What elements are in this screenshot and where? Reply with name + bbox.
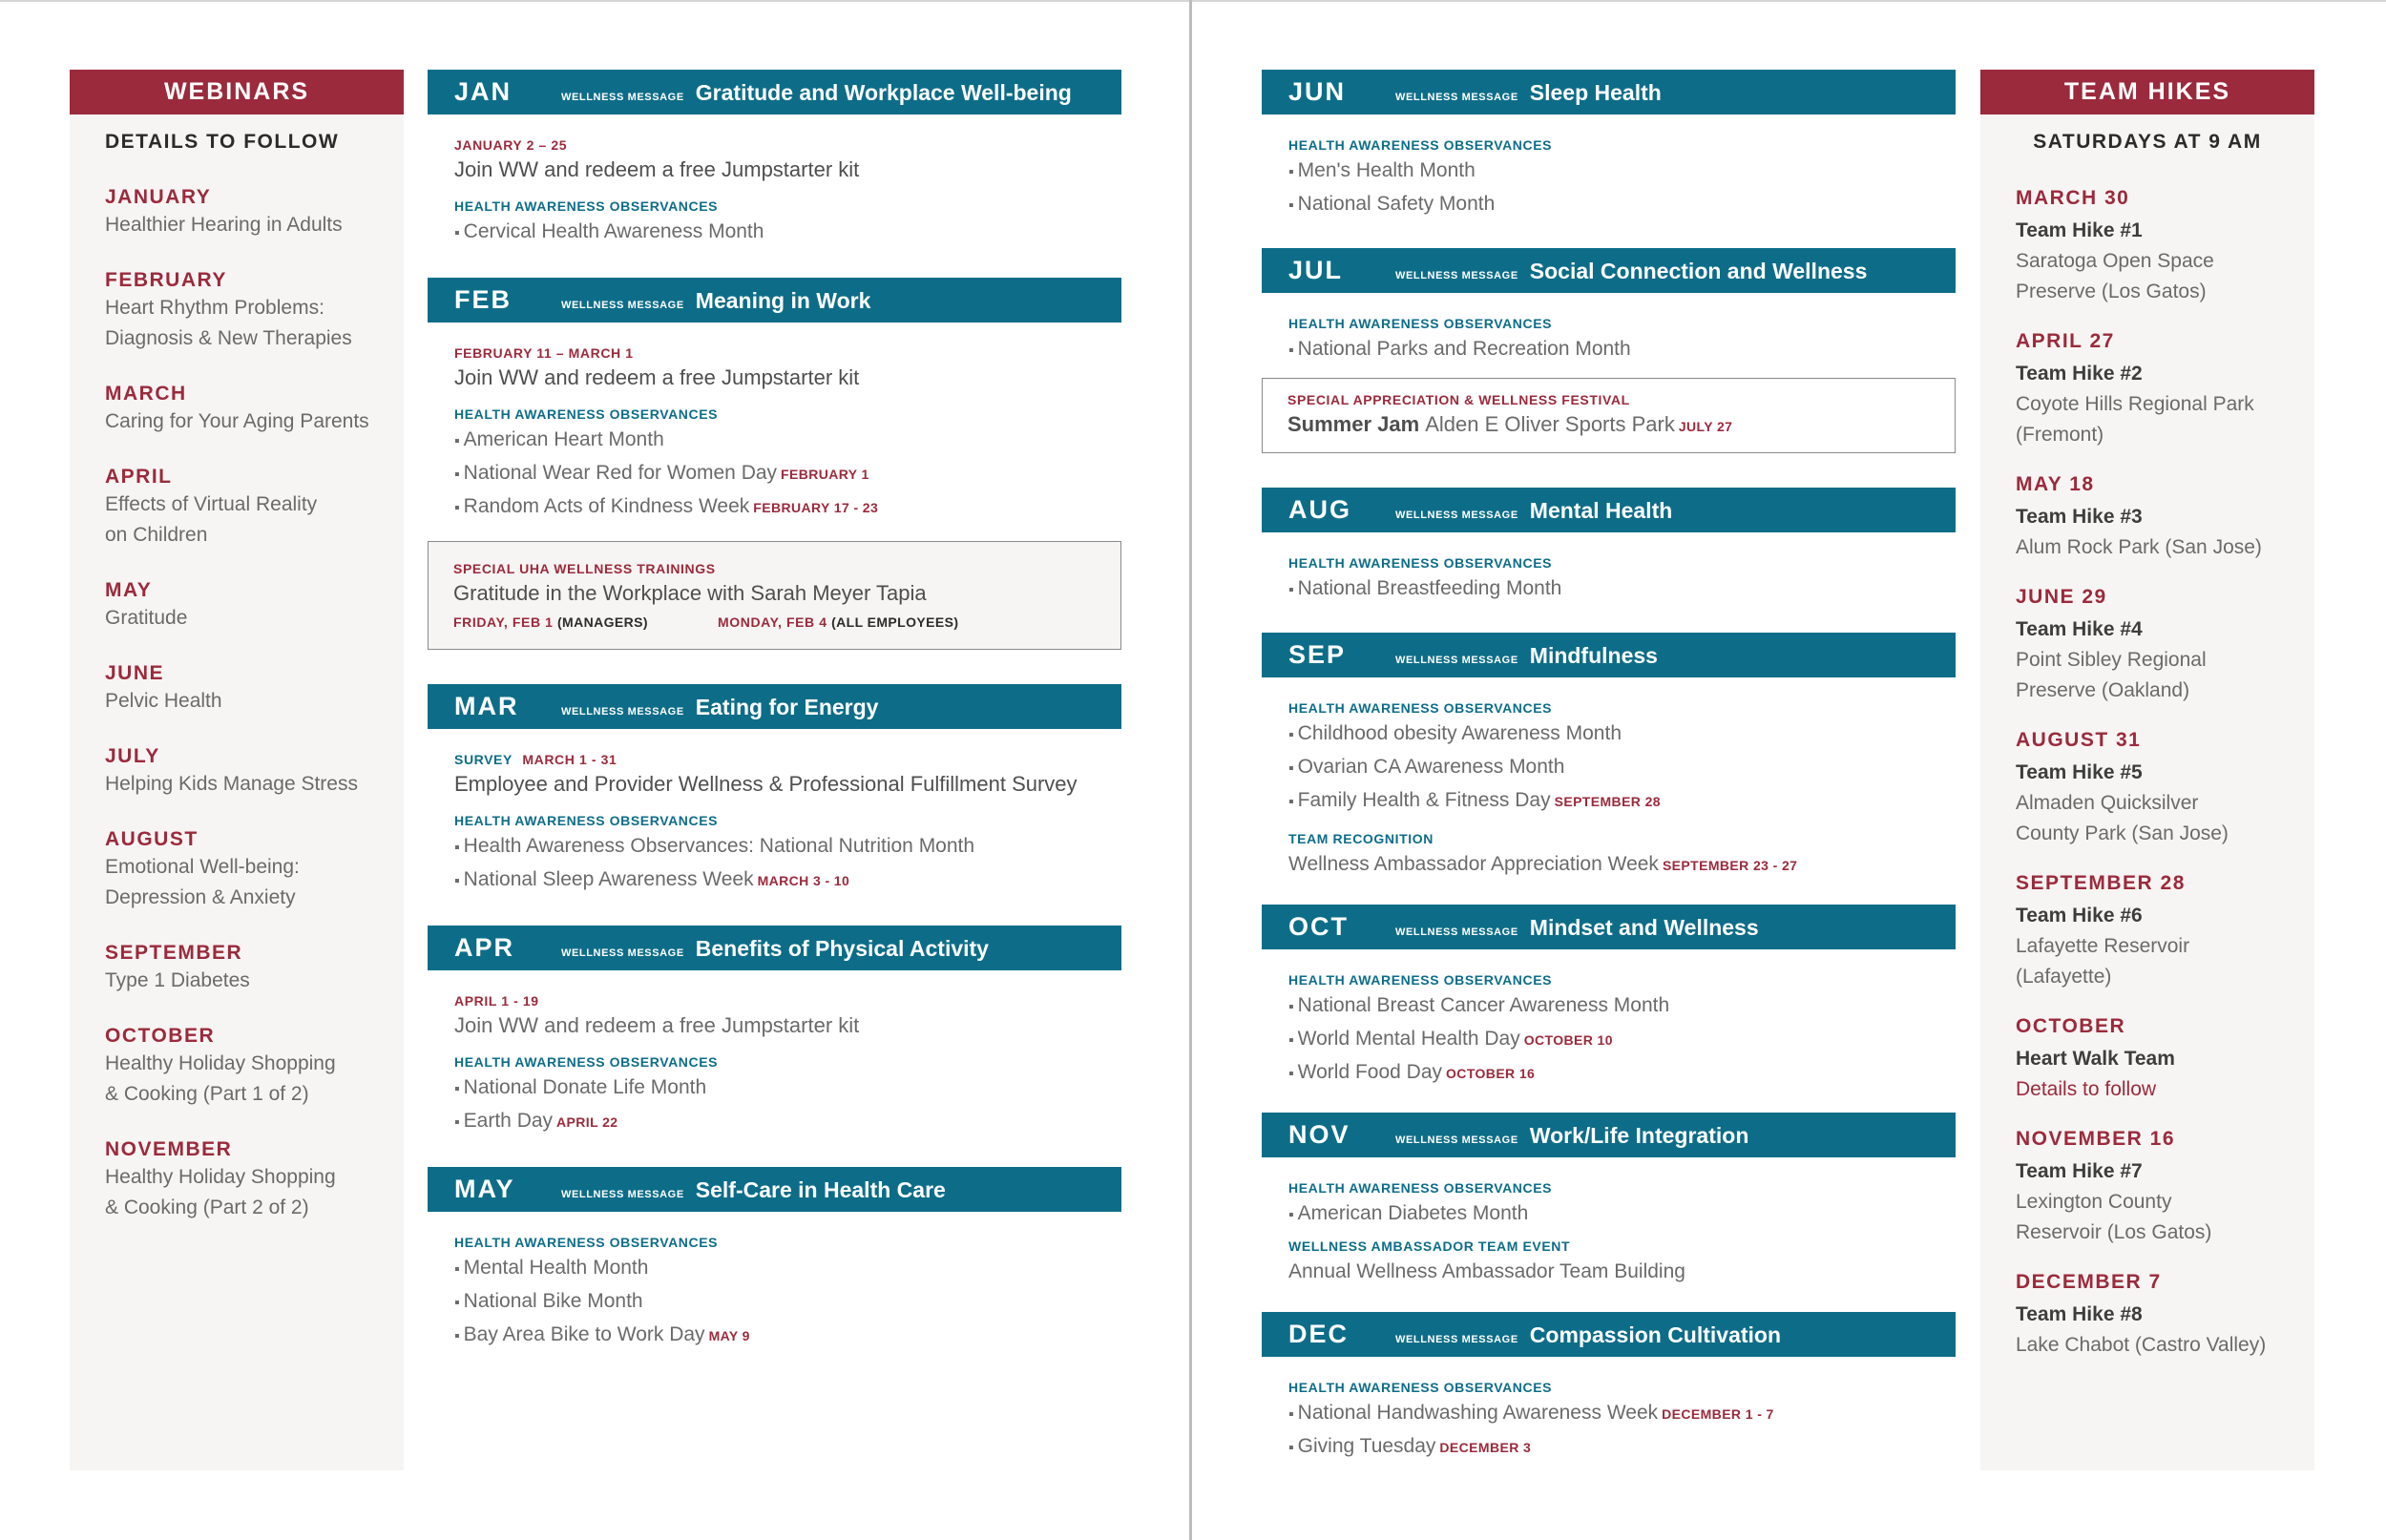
bullet-square-icon: ▪ [454,1081,460,1097]
observance-item [1288,1430,1956,1464]
observances-list [454,1252,1121,1352]
program-text: Join WW and redeem a free Jumpstarter kit [454,157,860,181]
observance-item [454,830,1121,864]
observance-item [454,1252,1121,1285]
webinar-topic: Healthy Holiday Shopping & Cooking (Part 1 of 2) [105,1052,336,1105]
team-event-text: Annual Wellness Ambassador Team Building [1288,1260,1685,1282]
observance-date: DECEMBER 3 [1439,1440,1532,1455]
top-rule [0,0,2386,2]
wellness-message-title: Compassion Cultivation [1529,1322,1782,1347]
hike-date: APRIL 27 [2016,330,2115,352]
observance-date: MARCH 3 - 10 [757,873,850,888]
bullet-square-icon: ▪ [454,225,460,241]
webinars-header: WEBINARS [70,70,404,114]
observances-list [1288,1197,1956,1231]
trainings-text: Gratitude in the Workplace with Sarah Meyer Tapia [453,581,927,605]
bullet-square-icon: ▪ [454,467,460,483]
month-sep [1262,633,1956,882]
hike-title: Team Hike #3 [2016,506,2143,528]
trainings-box [428,541,1121,650]
observance-text: National Breast Cancer Awareness Month [1297,994,1670,1016]
webinar-item [105,941,385,996]
hike-item [2016,329,2295,450]
webinar-topic: Helping Kids Manage Stress [105,773,358,795]
month-bar [1262,633,1956,677]
observance-text: National Donate Life Month [463,1076,707,1098]
training-audience-1: (MANAGERS) [556,614,648,630]
observance-date: SEPTEMBER 28 [1554,794,1661,809]
webinars-subheader: DETAILS TO FOLLOW [105,131,340,153]
bullet-square-icon: ▪ [1288,1207,1294,1223]
bullet-square-icon: ▪ [1288,727,1294,743]
hike-item [2016,186,2295,307]
observance-date: DECEMBER 1 - 7 [1662,1406,1774,1422]
wellness-message-title: Sleep Health [1529,80,1662,105]
observance-text: World Food Day [1297,1061,1443,1083]
wellness-message-label: WELLNESS MESSAGE [1395,510,1518,521]
hike-date: AUGUST 31 [2016,729,2142,751]
webinar-topic: Pelvic Health [105,690,222,712]
wellness-message-title: Meaning in Work [695,288,871,313]
bullet-square-icon: ▪ [1288,1032,1294,1049]
hikes-panel [1980,70,2314,1470]
month-bar [428,1167,1121,1212]
observances-label: HEALTH AWARENESS OBSERVANCES [454,1054,719,1070]
wellness-message-title: Eating for Energy [695,695,879,719]
month-dec [1262,1312,1956,1464]
bullet-square-icon: ▪ [1288,164,1294,180]
observance-item [1288,1397,1956,1430]
bullet-square-icon: ▪ [1288,1440,1294,1456]
webinar-month: APRIL [105,466,173,488]
observances-label: HEALTH AWARENESS OBSERVANCES [1288,137,1553,153]
observance-text: Random Acts of Kindness Week [463,495,750,517]
webinar-month: OCTOBER [105,1025,216,1047]
festival-place: Alden E Oliver Sports Park [1425,412,1675,436]
webinar-topic: Heart Rhythm Problems: Diagnosis & New Therapies [105,297,352,349]
observances-list [454,216,1121,249]
webinar-topic: Gratitude [105,607,188,629]
observance-text: Giving Tuesday [1297,1435,1436,1457]
festival-date: JULY 27 [1678,419,1733,434]
hike-date: MARCH 30 [2016,187,2130,209]
month-bar [1262,1312,1956,1357]
hike-location: Lexington County Reservoir (Los Gatos) [2016,1191,2212,1243]
month-jan [428,70,1121,249]
observance-date: FEBRUARY 1 [781,467,869,482]
observances-label: HEALTH AWARENESS OBSERVANCES [454,406,719,422]
hike-title: Team Hike #8 [2016,1303,2143,1325]
hike-details-link[interactable]: Details to follow [2016,1078,2157,1100]
webinar-month: MARCH [105,383,187,405]
hike-title: Team Hike #5 [2016,761,2143,783]
month-oct [1262,905,1956,1090]
month-bar [1262,248,1956,293]
program-text: Join WW and redeem a free Jumpstarter kit [454,365,860,389]
month-bar [428,684,1121,729]
program-text: Join WW and redeem a free Jumpstarter kit [454,1013,860,1037]
webinars-panel [70,70,404,1470]
observance-item [1288,333,1956,366]
wellness-message-label: WELLNESS MESSAGE [1395,926,1518,938]
observances-list [454,424,1121,524]
month-bar [428,926,1121,970]
observance-item [1288,188,1956,221]
recognition-date: SEPTEMBER 23 - 27 [1662,858,1798,873]
wellness-message-label: WELLNESS MESSAGE [1395,92,1518,103]
survey-dates: MARCH 1 - 31 [522,752,617,767]
observance-item [454,216,1121,249]
bullet-square-icon: ▪ [1288,1066,1294,1082]
observance-text: National Safety Month [1297,193,1496,215]
training-date-2: MONDAY, FEB 4 [718,614,827,630]
webinar-topic: Healthier Hearing in Adults [105,214,343,236]
webinar-month: AUGUST [105,828,199,850]
hike-location: Coyote Hills Regional Park (Fremont) [2016,393,2254,446]
observances-list [1288,718,1956,818]
webinar-topic: Emotional Well-being: Depression & Anxiety [105,856,300,908]
training-date-1: FRIDAY, FEB 1 [453,614,554,630]
hike-item [2016,472,2295,563]
month-mar [428,684,1121,897]
observances-label: HEALTH AWARENESS OBSERVANCES [1288,555,1553,571]
bullet-square-icon: ▪ [454,433,460,449]
hike-date: SEPTEMBER 28 [2016,872,2186,894]
hike-title: Team Hike #4 [2016,618,2143,640]
bullet-square-icon: ▪ [454,1261,460,1278]
bullet-square-icon: ▪ [454,1328,460,1344]
webinar-topic: Caring for Your Aging Parents [105,410,369,432]
observance-text: American Diabetes Month [1297,1202,1529,1224]
webinar-item [105,661,385,717]
recognition-text: Wellness Ambassador Appreciation Week [1288,853,1659,875]
program-text: Employee and Provider Wellness & Professional Fulfillment Survey [454,772,1078,796]
observance-text: Earth Day [463,1110,554,1132]
month-abbr: JUL [1288,256,1344,284]
hike-item [2016,1270,2295,1361]
month-bar [1262,1113,1956,1157]
webinar-month: JULY [105,745,160,767]
month-feb [428,278,1121,650]
observance-item [454,457,1121,490]
webinar-item [105,578,385,634]
page-divider [1189,0,1192,1540]
month-bar [1262,70,1956,114]
observances-label: HEALTH AWARENESS OBSERVANCES [1288,972,1553,988]
month-may [428,1167,1121,1352]
wellness-message-label: WELLNESS MESSAGE [561,92,684,103]
hike-location: Alum Rock Park (San Jose) [2016,536,2262,558]
month-abbr: MAY [454,1175,515,1203]
observances-list [1288,989,1956,1090]
observances-list [1288,333,1956,366]
wellness-message-label: WELLNESS MESSAGE [561,947,684,959]
hikes-header: TEAM HIKES [1980,70,2314,114]
date-range: APRIL 1 - 19 [454,993,539,1009]
webinar-item [105,744,385,800]
wellness-message-title: Work/Life Integration [1529,1123,1749,1148]
wellness-message-title: Gratitude and Workplace Well-being [695,80,1072,105]
hike-item [2016,1014,2295,1105]
observance-item [1288,1056,1956,1090]
month-aug [1262,488,1956,606]
wellness-message-label: WELLNESS MESSAGE [561,300,684,311]
webinar-item [105,465,385,551]
month-abbr: MAR [454,692,519,720]
observance-item [454,490,1121,524]
observance-text: Bay Area Bike to Work Day [463,1323,705,1345]
observance-item [454,424,1121,457]
observance-text: Family Health & Fitness Day [1297,789,1551,811]
observances-list [1288,155,1956,221]
webinar-item [105,382,385,437]
observance-item [1288,155,1956,188]
bullet-square-icon: ▪ [1288,582,1294,598]
hike-location: Lake Chabot (Castro Valley) [2016,1334,2267,1356]
month-nov [1262,1113,1956,1287]
observance-text: National Handwashing Awareness Week [1297,1402,1659,1424]
observance-text: Health Awareness Observances: National Nutrition Month [463,835,975,857]
observance-text: National Sleep Awareness Week [463,868,754,890]
trainings-label: SPECIAL UHA WELLNESS TRAININGS [453,561,716,576]
bullet-square-icon: ▪ [454,1114,460,1131]
wellness-message-label: WELLNESS MESSAGE [561,1189,684,1200]
observances-list [454,1072,1121,1138]
hike-title: Team Hike #6 [2016,905,2143,926]
hike-date: JUNE 29 [2016,586,2107,608]
hikes-subheader: SATURDAYS AT 9 AM [2033,131,2262,153]
months-column-left [428,70,1121,1379]
month-abbr: FEB [454,285,512,314]
webinar-item [105,268,385,354]
months-column-right [1262,70,1956,1490]
training-audience-2: (ALL EMPLOYEES) [831,614,959,630]
observance-item [1288,1023,1956,1056]
webinar-topic: Healthy Holiday Shopping & Cooking (Part 2 of 2) [105,1166,336,1218]
wellness-message-label: WELLNESS MESSAGE [1395,655,1518,666]
observance-item [1288,572,1956,606]
month-apr [428,926,1121,1138]
observance-text: Ovarian CA Awareness Month [1297,756,1565,778]
hike-date: NOVEMBER 16 [2016,1128,2176,1150]
hike-item [2016,585,2295,706]
observance-item [1288,989,1956,1023]
wellness-message-title: Mental Health [1529,498,1673,523]
webinar-month: SEPTEMBER [105,942,243,964]
wellness-message-title: Benefits of Physical Activity [695,936,989,961]
observance-date: APRIL 22 [556,1114,618,1130]
observance-item [1288,784,1956,818]
month-abbr: JAN [454,77,513,106]
webinar-item [105,1024,385,1110]
observance-text: National Bike Month [463,1290,643,1312]
observance-text: National Breastfeeding Month [1297,577,1562,599]
month-bar [1262,488,1956,532]
hike-item [2016,728,2295,849]
team-event-label: WELLNESS AMBASSADOR TEAM EVENT [1288,1238,1571,1254]
observance-text: National Parks and Recreation Month [1297,338,1631,360]
observances-list [454,830,1121,897]
observances-label: HEALTH AWARENESS OBSERVANCES [1288,1180,1553,1196]
wellness-message-title: Self-Care in Health Care [695,1177,946,1202]
webinar-item [105,1137,385,1223]
bullet-square-icon: ▪ [1288,794,1294,810]
observance-date: MAY 9 [708,1328,750,1343]
month-abbr: DEC [1288,1320,1350,1348]
webinar-item [105,827,385,913]
observance-item [454,1285,1121,1319]
hike-title: Heart Walk Team [2016,1048,2175,1070]
month-abbr: OCT [1288,912,1349,941]
date-range: FEBRUARY 11 – MARCH 1 [454,345,634,361]
hike-item [2016,871,2295,992]
observance-item [1288,751,1956,784]
observances-label: HEALTH AWARENESS OBSERVANCES [1288,1380,1553,1395]
observance-text: Men's Health Month [1297,159,1476,181]
month-abbr: NOV [1288,1120,1350,1149]
bullet-square-icon: ▪ [454,1295,460,1311]
observance-item [1288,718,1956,751]
observances-list [1288,572,1956,606]
wellness-message-title: Mindset and Wellness [1529,915,1759,940]
observances-label: HEALTH AWARENESS OBSERVANCES [454,1235,719,1250]
bullet-square-icon: ▪ [1288,999,1294,1015]
observance-date: OCTOBER 10 [1523,1032,1613,1048]
hike-location: Lafayette Reservoir (Lafayette) [2016,935,2190,988]
bullet-square-icon: ▪ [1288,760,1294,777]
bullet-square-icon: ▪ [454,500,460,516]
hike-date: DECEMBER 7 [2016,1271,2162,1293]
wellness-message-label: WELLNESS MESSAGE [561,706,684,718]
observance-item [454,1072,1121,1105]
hike-location: Saratoga Open Space Preserve (Los Gatos) [2016,250,2214,302]
observance-text: Cervical Health Awareness Month [463,220,764,242]
webinar-month: JUNE [105,662,165,684]
observance-date: OCTOBER 16 [1446,1066,1536,1081]
wellness-message-label: WELLNESS MESSAGE [1395,1134,1518,1146]
wellness-message-title: Social Connection and Wellness [1529,259,1868,283]
observance-date: FEBRUARY 17 - 23 [753,500,879,515]
month-jul [1262,248,1956,453]
bullet-square-icon: ▪ [454,840,460,856]
hike-title: Team Hike #7 [2016,1160,2143,1182]
hike-location: Point Sibley Regional Preserve (Oakland) [2016,649,2207,701]
month-abbr: APR [454,933,515,962]
observance-text: Childhood obesity Awareness Month [1297,722,1622,744]
month-jun [1262,70,1956,221]
bullet-square-icon: ▪ [1288,343,1294,359]
month-bar [1262,905,1956,949]
webinar-month: JANUARY [105,186,212,208]
hike-title: Team Hike #2 [2016,363,2143,385]
webinar-topic: Effects of Virtual Reality on Children [105,493,318,546]
wellness-message-title: Mindfulness [1529,643,1658,668]
hike-date: MAY 18 [2016,473,2095,495]
bullet-square-icon: ▪ [1288,198,1294,214]
observance-text: National Wear Red for Women Day [463,462,778,484]
hike-item [2016,1127,2295,1248]
observances-label: HEALTH AWARENESS OBSERVANCES [1288,316,1553,331]
month-bar [428,278,1121,323]
observance-item [454,864,1121,897]
observances-label: HEALTH AWARENESS OBSERVANCES [454,198,719,214]
hike-location: Almaden Quicksilver County Park (San Jose) [2016,792,2229,844]
bullet-square-icon: ▪ [1288,1406,1294,1423]
hike-date: OCTOBER [2016,1015,2126,1037]
recognition-label: TEAM RECOGNITION [1288,831,1434,846]
webinar-month: FEBRUARY [105,269,227,291]
festival-label: SPECIAL APPRECIATION & WELLNESS FESTIVAL [1287,392,1630,407]
observance-text: Mental Health Month [463,1257,649,1279]
month-abbr: SEP [1288,640,1347,669]
month-abbr: JUN [1288,77,1347,106]
festival-box [1262,378,1956,453]
observance-item [454,1105,1121,1138]
festival-name: Summer Jam [1287,412,1420,436]
survey-label: SURVEY [454,752,513,767]
month-abbr: AUG [1288,495,1351,524]
wellness-message-label: WELLNESS MESSAGE [1395,1334,1518,1345]
observance-text: American Heart Month [463,428,664,450]
wellness-message-label: WELLNESS MESSAGE [1395,270,1518,281]
observances-list [1288,1397,1956,1464]
webinar-month: NOVEMBER [105,1138,233,1160]
month-bar [428,70,1121,114]
observance-item [1288,1197,1956,1231]
observances-label: HEALTH AWARENESS OBSERVANCES [1288,700,1553,716]
webinar-topic: Type 1 Diabetes [105,969,250,991]
observances-label: HEALTH AWARENESS OBSERVANCES [454,813,719,828]
hike-title: Team Hike #1 [2016,219,2143,241]
webinar-item [105,185,385,240]
date-range: JANUARY 2 – 25 [454,137,568,153]
observance-text: World Mental Health Day [1297,1028,1520,1050]
bullet-square-icon: ▪ [454,873,460,889]
observance-item [454,1319,1121,1352]
webinar-month: MAY [105,579,153,601]
